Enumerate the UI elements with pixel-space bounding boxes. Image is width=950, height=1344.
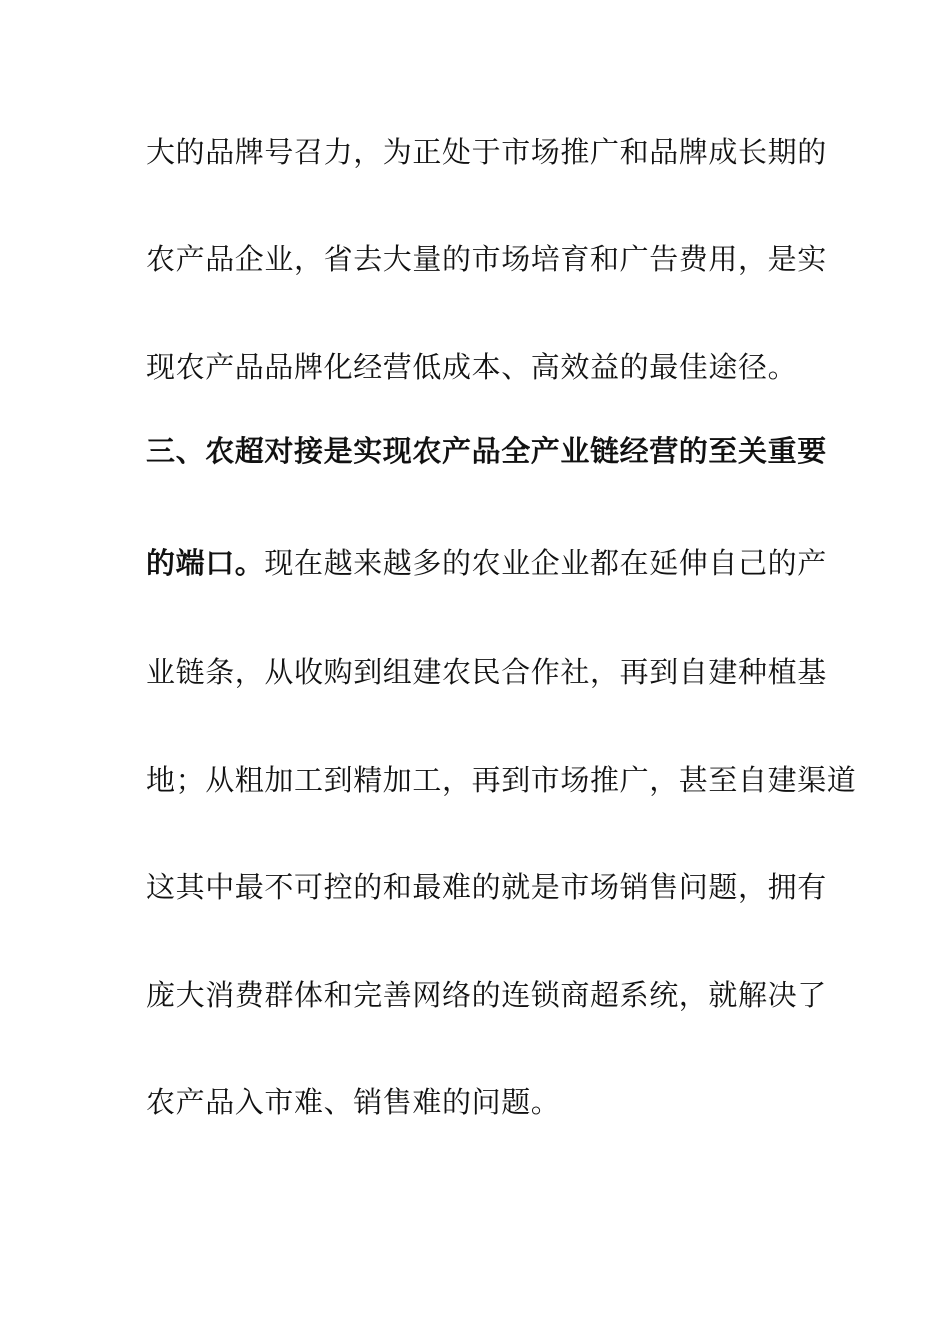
paragraph-line-5-text: 现在越来越多的农业企业都在延伸自己的产 xyxy=(264,546,827,580)
paragraph-line-7: 地；从粗加工到精加工，再到市场推广，甚至自建渠道 xyxy=(146,763,857,797)
paragraph-line-1: 大的品牌号召力，为正处于市场推广和品牌成长期的 xyxy=(146,135,827,169)
paragraph-line-5 xyxy=(146,543,827,583)
paragraph-line-2: 农产品企业，省去大量的市场培育和广告费用，是实 xyxy=(146,242,827,276)
paragraph-line-6: 业链条，从收购到组建农民合作社，再到自建种植基 xyxy=(146,655,827,689)
paragraph-line-8: 这其中最不可控的和最难的就是市场销售问题，拥有 xyxy=(146,870,827,904)
paragraph-line-10: 农产品入市难、销售难的问题。 xyxy=(146,1085,561,1119)
paragraph-line-3: 现农产品品牌化经营低成本、高效益的最佳途径。 xyxy=(146,350,798,384)
paragraph-line-9: 庞大消费群体和完善网络的连锁商超系统，就解决了 xyxy=(146,978,827,1012)
section-heading-three: 三、农超对接是实现农产品全产业链经营的至关重要 xyxy=(146,434,827,468)
section-heading-tail: 的端口。 xyxy=(146,546,265,580)
